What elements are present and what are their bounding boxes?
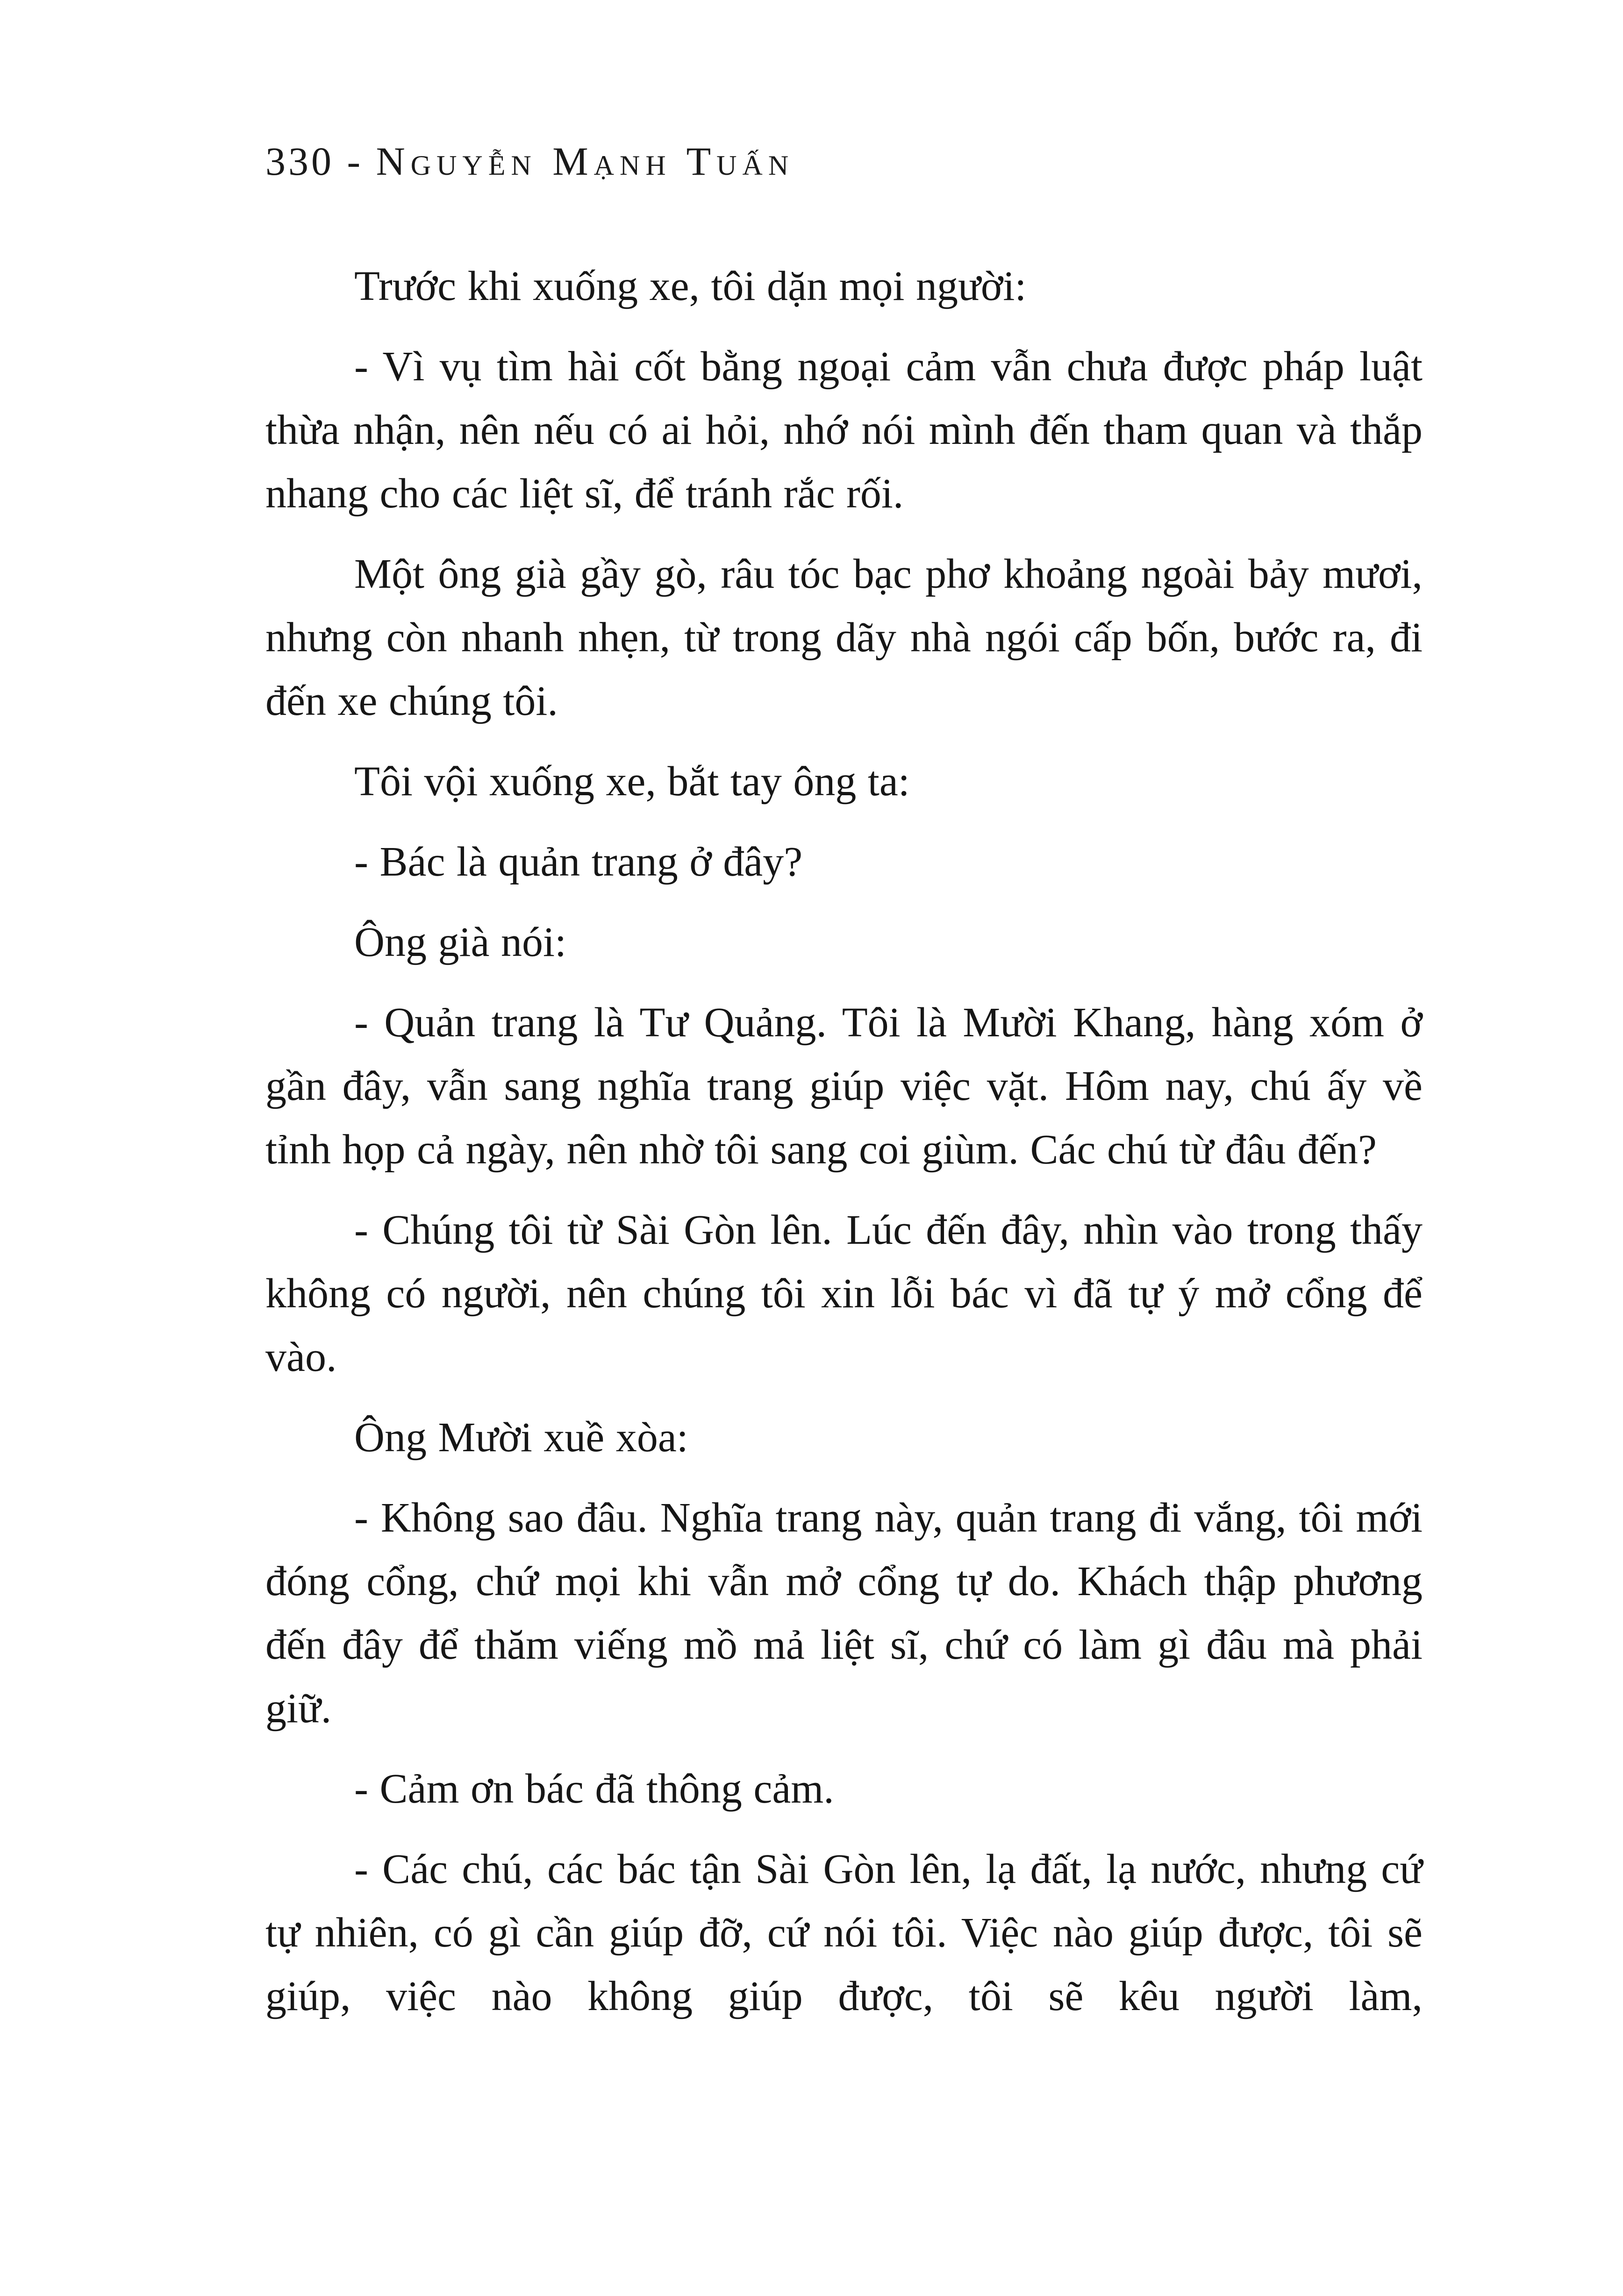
paragraph: Ông già nói: bbox=[354, 919, 566, 965]
paragraph: Tôi vội xuống xe, bắt tay ông ta: bbox=[354, 758, 910, 805]
paragraph: - Không sao đâu. Nghĩa trang này, quản trang đi vắng, tôi mới đóng cổng, chứ mọi khi vẫn mở cổng tự do. Khách thập phương đến đây để thăm viếng mồ mả liệt sĩ, chứ có làm gì đâu mà phải giữ. bbox=[265, 1495, 1423, 1732]
paragraph: - Bác là quản trang ở đây? bbox=[354, 839, 803, 885]
page-number: 330 - bbox=[265, 139, 376, 184]
paragraph: Ông Mười xuề xòa: bbox=[354, 1414, 688, 1461]
running-header bbox=[265, 138, 794, 185]
paragraph: - Các chú, các bác tận Sài Gòn lên, lạ đất, lạ nước, nhưng cứ tự nhiên, có gì cần giúp đỡ, cứ nói tôi. Việc nào giúp được, tôi sẽ giúp, việc nào không giúp được, tôi sẽ kêu người làm, bbox=[265, 1846, 1423, 2019]
paragraph: - Cảm ơn bác đã thông cảm. bbox=[354, 1766, 834, 1812]
paragraph: Một ông già gầy gò, râu tóc bạc phơ khoảng ngoài bảy mươi, nhưng còn nhanh nhẹn, từ trong dãy nhà ngói cấp bốn, bước ra, đi đến xe chúng tôi. bbox=[265, 551, 1423, 724]
paragraph: - Chúng tôi từ Sài Gòn lên. Lúc đến đây, nhìn vào trong thấy không có người, nên chúng tôi xin lỗi bác vì đã tự ý mở cổng để vào. bbox=[265, 1207, 1423, 1380]
body-text bbox=[265, 255, 1423, 2045]
paragraph: Trước khi xuống xe, tôi dặn mọi người: bbox=[354, 263, 1027, 309]
paragraph: - Quản trang là Tư Quảng. Tôi là Mười Khang, hàng xóm ở gần đây, vẫn sang nghĩa trang giúp việc vặt. Hôm nay, chú ấy về tỉnh họp cả ngày, nên nhờ tôi sang coi giùm. Các chú từ đâu đến? bbox=[265, 999, 1423, 1173]
paragraph: - Vì vụ tìm hài cốt bằng ngoại cảm vẫn chưa được pháp luật thừa nhận, nên nếu có ai hỏi, nhớ nói mình đến tham quan và thắp nhang cho các liệt sĩ, để tránh rắc rối. bbox=[265, 343, 1423, 517]
author-name: Nguyễn Mạnh Tuấn bbox=[376, 139, 794, 184]
